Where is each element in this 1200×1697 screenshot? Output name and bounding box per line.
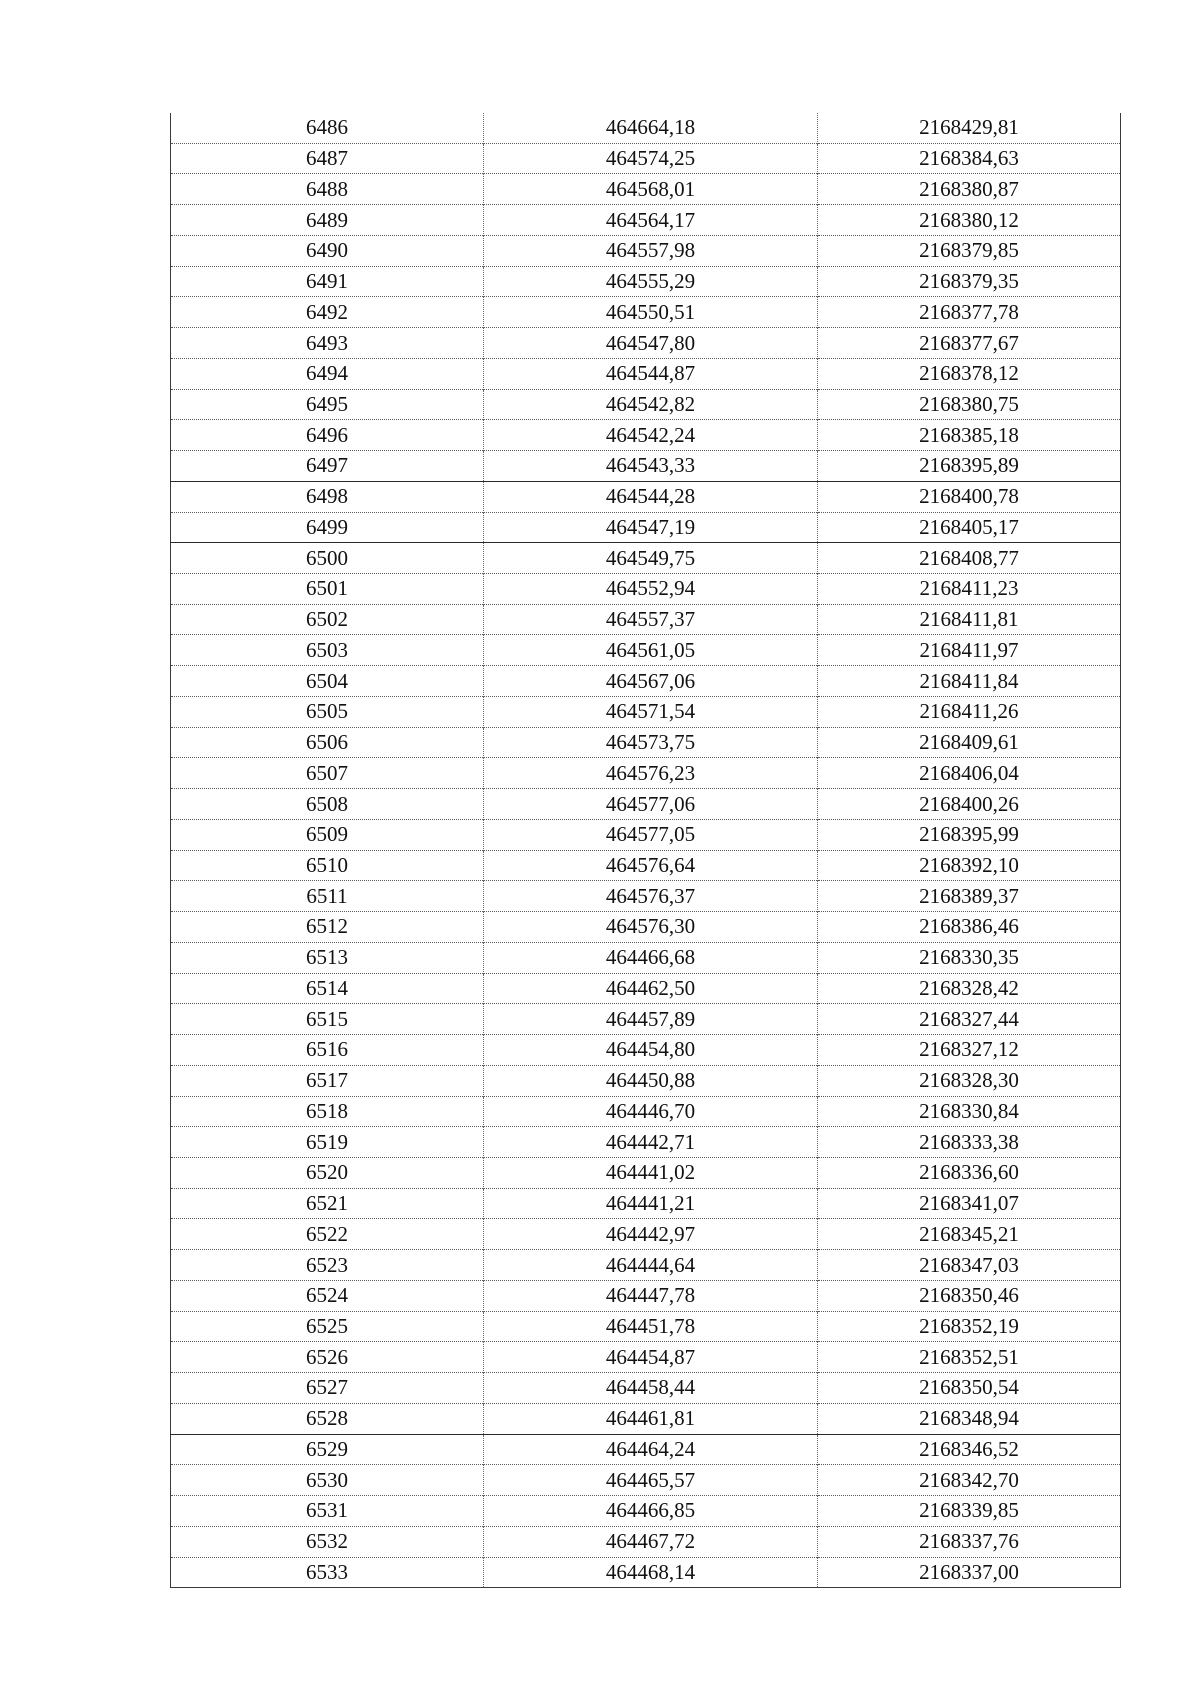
- point-number-cell: 6502: [171, 604, 484, 635]
- point-number-cell: 6494: [171, 358, 484, 389]
- table-row: [171, 543, 1121, 574]
- table-row: [171, 1311, 1121, 1342]
- x-coordinate-cell: 464571,54: [484, 696, 818, 727]
- y-coordinate-cell: 2168380,12: [818, 205, 1121, 236]
- x-coordinate-cell: 464577,05: [484, 819, 818, 850]
- y-coordinate-cell: 2168389,37: [818, 881, 1121, 912]
- table-row: [171, 696, 1121, 727]
- point-number-cell: 6526: [171, 1342, 484, 1373]
- y-coordinate-cell: 2168377,78: [818, 297, 1121, 328]
- table-row: [171, 789, 1121, 820]
- x-coordinate-cell: 464544,87: [484, 358, 818, 389]
- y-coordinate-cell: 2168384,63: [818, 143, 1121, 174]
- x-coordinate-cell: 464576,37: [484, 881, 818, 912]
- table-row: [171, 604, 1121, 635]
- y-coordinate-cell: 2168406,04: [818, 758, 1121, 789]
- table-row: [171, 819, 1121, 850]
- y-coordinate-cell: 2168386,46: [818, 912, 1121, 943]
- table-row: [171, 727, 1121, 758]
- y-coordinate-cell: 2168328,30: [818, 1065, 1121, 1096]
- table-row: [171, 1065, 1121, 1096]
- table-row: [171, 1465, 1121, 1496]
- y-coordinate-cell: 2168336,60: [818, 1157, 1121, 1188]
- point-number-cell: 6498: [171, 481, 484, 512]
- point-number-cell: 6487: [171, 143, 484, 174]
- table-row: [171, 1250, 1121, 1281]
- table-row: [171, 235, 1121, 266]
- point-number-cell: 6503: [171, 635, 484, 666]
- table-row: [171, 1004, 1121, 1035]
- point-number-cell: 6496: [171, 420, 484, 451]
- table-row: [171, 1373, 1121, 1404]
- x-coordinate-cell: 464550,51: [484, 297, 818, 328]
- x-coordinate-cell: 464457,89: [484, 1004, 818, 1035]
- y-coordinate-cell: 2168350,54: [818, 1373, 1121, 1404]
- table-row: [171, 420, 1121, 451]
- table-row: [171, 1557, 1121, 1588]
- y-coordinate-cell: 2168337,00: [818, 1557, 1121, 1588]
- point-number-cell: 6501: [171, 574, 484, 605]
- point-number-cell: 6520: [171, 1157, 484, 1188]
- point-number-cell: 6500: [171, 543, 484, 574]
- x-coordinate-cell: 464576,64: [484, 850, 818, 881]
- point-number-cell: 6495: [171, 389, 484, 420]
- x-coordinate-cell: 464451,78: [484, 1311, 818, 1342]
- y-coordinate-cell: 2168337,76: [818, 1526, 1121, 1557]
- y-coordinate-cell: 2168380,87: [818, 174, 1121, 205]
- x-coordinate-cell: 464552,94: [484, 574, 818, 605]
- y-coordinate-cell: 2168380,75: [818, 389, 1121, 420]
- table-row: [171, 451, 1121, 482]
- x-coordinate-cell: 464568,01: [484, 174, 818, 205]
- table-row: [171, 143, 1121, 174]
- point-number-cell: 6493: [171, 328, 484, 359]
- point-number-cell: 6508: [171, 789, 484, 820]
- table-row: [171, 481, 1121, 512]
- x-coordinate-cell: 464567,06: [484, 666, 818, 697]
- table-row: [171, 1496, 1121, 1527]
- y-coordinate-cell: 2168377,67: [818, 328, 1121, 359]
- x-coordinate-cell: 464454,80: [484, 1035, 818, 1066]
- point-number-cell: 6530: [171, 1465, 484, 1496]
- y-coordinate-cell: 2168395,89: [818, 451, 1121, 482]
- point-number-cell: 6531: [171, 1496, 484, 1527]
- y-coordinate-cell: 2168327,44: [818, 1004, 1121, 1035]
- table-row: [171, 1219, 1121, 1250]
- table-row: [171, 1096, 1121, 1127]
- point-number-cell: 6515: [171, 1004, 484, 1035]
- table-row: [171, 666, 1121, 697]
- y-coordinate-cell: 2168350,46: [818, 1280, 1121, 1311]
- x-coordinate-cell: 464549,75: [484, 543, 818, 574]
- x-coordinate-cell: 464465,57: [484, 1465, 818, 1496]
- y-coordinate-cell: 2168330,84: [818, 1096, 1121, 1127]
- table-row: [171, 1188, 1121, 1219]
- point-number-cell: 6506: [171, 727, 484, 758]
- x-coordinate-cell: 464664,18: [484, 113, 818, 143]
- point-number-cell: 6512: [171, 912, 484, 943]
- x-coordinate-cell: 464468,14: [484, 1557, 818, 1588]
- y-coordinate-cell: 2168342,70: [818, 1465, 1121, 1496]
- table-row: [171, 266, 1121, 297]
- x-coordinate-cell: 464458,44: [484, 1373, 818, 1404]
- point-number-cell: 6528: [171, 1403, 484, 1434]
- table-row: [171, 973, 1121, 1004]
- x-coordinate-cell: 464441,02: [484, 1157, 818, 1188]
- y-coordinate-cell: 2168379,85: [818, 235, 1121, 266]
- y-coordinate-cell: 2168408,77: [818, 543, 1121, 574]
- table-row: [171, 1526, 1121, 1557]
- point-number-cell: 6521: [171, 1188, 484, 1219]
- table-row: [171, 758, 1121, 789]
- point-number-cell: 6525: [171, 1311, 484, 1342]
- y-coordinate-cell: 2168395,99: [818, 819, 1121, 850]
- table-row: [171, 1157, 1121, 1188]
- point-number-cell: 6527: [171, 1373, 484, 1404]
- point-number-cell: 6523: [171, 1250, 484, 1281]
- point-number-cell: 6499: [171, 512, 484, 543]
- y-coordinate-cell: 2168411,81: [818, 604, 1121, 635]
- point-number-cell: 6513: [171, 942, 484, 973]
- point-number-cell: 6518: [171, 1096, 484, 1127]
- y-coordinate-cell: 2168330,35: [818, 942, 1121, 973]
- point-number-cell: 6491: [171, 266, 484, 297]
- coordinates-table-body: [171, 113, 1121, 1588]
- y-coordinate-cell: 2168333,38: [818, 1127, 1121, 1158]
- table-row: [171, 1403, 1121, 1434]
- y-coordinate-cell: 2168352,51: [818, 1342, 1121, 1373]
- x-coordinate-cell: 464557,37: [484, 604, 818, 635]
- point-number-cell: 6488: [171, 174, 484, 205]
- y-coordinate-cell: 2168341,07: [818, 1188, 1121, 1219]
- y-coordinate-cell: 2168400,78: [818, 481, 1121, 512]
- x-coordinate-cell: 464441,21: [484, 1188, 818, 1219]
- x-coordinate-cell: 464454,87: [484, 1342, 818, 1373]
- point-number-cell: 6507: [171, 758, 484, 789]
- y-coordinate-cell: 2168339,85: [818, 1496, 1121, 1527]
- table-row: [171, 297, 1121, 328]
- x-coordinate-cell: 464542,82: [484, 389, 818, 420]
- point-number-cell: 6522: [171, 1219, 484, 1250]
- point-number-cell: 6490: [171, 235, 484, 266]
- x-coordinate-cell: 464467,72: [484, 1526, 818, 1557]
- x-coordinate-cell: 464573,75: [484, 727, 818, 758]
- point-number-cell: 6516: [171, 1035, 484, 1066]
- y-coordinate-cell: 2168328,42: [818, 973, 1121, 1004]
- x-coordinate-cell: 464466,85: [484, 1496, 818, 1527]
- x-coordinate-cell: 464576,30: [484, 912, 818, 943]
- point-number-cell: 6505: [171, 696, 484, 727]
- table-row: [171, 1127, 1121, 1158]
- table-row: [171, 358, 1121, 389]
- table-row: [171, 881, 1121, 912]
- x-coordinate-cell: 464442,97: [484, 1219, 818, 1250]
- point-number-cell: 6497: [171, 451, 484, 482]
- table-row: [171, 174, 1121, 205]
- y-coordinate-cell: 2168429,81: [818, 113, 1121, 143]
- y-coordinate-cell: 2168400,26: [818, 789, 1121, 820]
- x-coordinate-cell: 464461,81: [484, 1403, 818, 1434]
- table-row: [171, 574, 1121, 605]
- y-coordinate-cell: 2168411,97: [818, 635, 1121, 666]
- table-row: [171, 1280, 1121, 1311]
- table-row: [171, 1035, 1121, 1066]
- x-coordinate-cell: 464555,29: [484, 266, 818, 297]
- x-coordinate-cell: 464564,17: [484, 205, 818, 236]
- table-row: [171, 205, 1121, 236]
- table-row: [171, 1434, 1121, 1465]
- point-number-cell: 6504: [171, 666, 484, 697]
- x-coordinate-cell: 464543,33: [484, 451, 818, 482]
- y-coordinate-cell: 2168352,19: [818, 1311, 1121, 1342]
- point-number-cell: 6524: [171, 1280, 484, 1311]
- y-coordinate-cell: 2168409,61: [818, 727, 1121, 758]
- y-coordinate-cell: 2168411,23: [818, 574, 1121, 605]
- x-coordinate-cell: 464547,80: [484, 328, 818, 359]
- point-number-cell: 6489: [171, 205, 484, 236]
- table-row: [171, 328, 1121, 359]
- coordinates-table: [170, 113, 1121, 1588]
- x-coordinate-cell: 464544,28: [484, 481, 818, 512]
- table-row: [171, 912, 1121, 943]
- x-coordinate-cell: 464576,23: [484, 758, 818, 789]
- table-row: [171, 850, 1121, 881]
- point-number-cell: 6519: [171, 1127, 484, 1158]
- point-number-cell: 6517: [171, 1065, 484, 1096]
- x-coordinate-cell: 464577,06: [484, 789, 818, 820]
- x-coordinate-cell: 464446,70: [484, 1096, 818, 1127]
- table-row: [171, 389, 1121, 420]
- point-number-cell: 6514: [171, 973, 484, 1004]
- x-coordinate-cell: 464547,19: [484, 512, 818, 543]
- y-coordinate-cell: 2168379,35: [818, 266, 1121, 297]
- y-coordinate-cell: 2168345,21: [818, 1219, 1121, 1250]
- table-row: [171, 1342, 1121, 1373]
- y-coordinate-cell: 2168378,12: [818, 358, 1121, 389]
- point-number-cell: 6509: [171, 819, 484, 850]
- x-coordinate-cell: 464464,24: [484, 1434, 818, 1465]
- y-coordinate-cell: 2168348,94: [818, 1403, 1121, 1434]
- table-row: [171, 113, 1121, 143]
- y-coordinate-cell: 2168392,10: [818, 850, 1121, 881]
- point-number-cell: 6533: [171, 1557, 484, 1588]
- y-coordinate-cell: 2168346,52: [818, 1434, 1121, 1465]
- x-coordinate-cell: 464444,64: [484, 1250, 818, 1281]
- x-coordinate-cell: 464557,98: [484, 235, 818, 266]
- y-coordinate-cell: 2168347,03: [818, 1250, 1121, 1281]
- y-coordinate-cell: 2168411,26: [818, 696, 1121, 727]
- point-number-cell: 6511: [171, 881, 484, 912]
- point-number-cell: 6492: [171, 297, 484, 328]
- y-coordinate-cell: 2168327,12: [818, 1035, 1121, 1066]
- point-number-cell: 6510: [171, 850, 484, 881]
- table-row: [171, 512, 1121, 543]
- point-number-cell: 6532: [171, 1526, 484, 1557]
- x-coordinate-cell: 464542,24: [484, 420, 818, 451]
- y-coordinate-cell: 2168385,18: [818, 420, 1121, 451]
- table-row: [171, 942, 1121, 973]
- x-coordinate-cell: 464466,68: [484, 942, 818, 973]
- point-number-cell: 6486: [306, 115, 348, 140]
- y-coordinate-cell: 2168411,84: [818, 666, 1121, 697]
- x-coordinate-cell: 464442,71: [484, 1127, 818, 1158]
- y-coordinate-cell: 2168405,17: [818, 512, 1121, 543]
- point-number-cell: 6529: [171, 1434, 484, 1465]
- table-row: [171, 635, 1121, 666]
- x-coordinate-cell: 464561,05: [484, 635, 818, 666]
- x-coordinate-cell: 464450,88: [484, 1065, 818, 1096]
- x-coordinate-cell: 464447,78: [484, 1280, 818, 1311]
- x-coordinate-cell: 464462,50: [484, 973, 818, 1004]
- x-coordinate-cell: 464574,25: [484, 143, 818, 174]
